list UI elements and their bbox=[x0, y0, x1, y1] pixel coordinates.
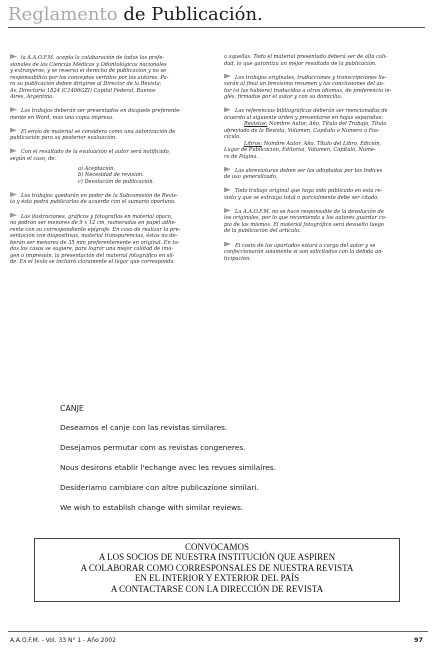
text-line: acuerdo al siguiente orden y presentarse en hojas separadas: bbox=[224, 114, 383, 121]
page-number: 97 bbox=[414, 636, 424, 644]
text-line: Con el resultado de la evaluación el autor será notificado, bbox=[21, 149, 171, 156]
bullet-arrow-icon bbox=[224, 107, 231, 112]
text-line: de la publicación del artículo. bbox=[224, 228, 301, 235]
footer-journal-info: A.A.O.F.M. - Vol. 33 N° 1 - Año 2002 bbox=[10, 637, 116, 644]
text-line: sentación con diapositivas, material transparencias, éstas no de- bbox=[10, 233, 178, 240]
text-line: mente en Word, más una copia impresa. bbox=[10, 114, 114, 121]
paragraph-devolucion bbox=[224, 208, 420, 235]
text-line: la A.A.O.F.M. acepta la colaboración de todos los profe- bbox=[21, 55, 165, 61]
text-line: Las abreviaturas deben ser las adoptadas por los Indices bbox=[235, 167, 383, 174]
evaluation-outcomes-list bbox=[78, 166, 206, 186]
text-line: confeccionarán solamente si son solicitados con la debida an- bbox=[224, 249, 384, 256]
text-line: Nombre Autor, Año, Título del Trabajo, Título bbox=[267, 121, 387, 128]
canje-title: CANJE bbox=[60, 404, 84, 413]
footer-rule bbox=[8, 631, 428, 632]
text-line: sionales de las Ciencias Médicas y Odontológicas nacionales bbox=[10, 61, 167, 68]
list-item: a) Aceptación. bbox=[78, 165, 115, 172]
text-line: tor (si las hubiere) traducidas a otros idiomas, de preferencia in- bbox=[224, 87, 392, 94]
paragraph-originales bbox=[224, 74, 420, 101]
title-part-publicacion: de Publicación. bbox=[117, 4, 263, 25]
bullet-arrow-icon bbox=[10, 128, 17, 133]
paragraph-ilustraciones bbox=[10, 213, 206, 266]
text-line: abreviado de la Revista, Volumen, Capítulo o Número o Fas- bbox=[224, 127, 380, 134]
text-line: dad, lo que garantiza un mejor resultado de la publicación. bbox=[224, 60, 377, 67]
list-item: c) Devolución de publicación. bbox=[78, 178, 155, 185]
canje-line-portuguese: Desejamos permutar com as revistas congeneres. bbox=[60, 443, 246, 452]
text-line: ticipación. bbox=[224, 255, 251, 262]
title-part-reglamento: Reglamento bbox=[8, 4, 118, 25]
text-line: y extranjeros, y se reserva el derecho de publicación y no se bbox=[10, 68, 167, 74]
convocamos-heading: CONVOCAMOS bbox=[184, 542, 249, 552]
canje-line-spanish: Deseamos el canje con las revistas similares. bbox=[60, 423, 228, 432]
text-line: responsabiliza por los conceptos vertidos por los autores. Pa- bbox=[10, 74, 169, 81]
text-line: ra su publicación deben dirigirse al Director de la Revista: bbox=[10, 81, 162, 87]
text-line: Nombre Autor, Año, Título del Libro, Edición, bbox=[262, 140, 382, 147]
paragraph-citado bbox=[224, 187, 420, 201]
text-line: gen o impresión, la presentación del material fotográfico en sli- bbox=[10, 252, 175, 259]
bullet-arrow-icon bbox=[10, 107, 17, 112]
revistas-label: Revistas: bbox=[244, 121, 268, 128]
text-line: Los trabajos deberán ser presentados en disquete preferente- bbox=[21, 108, 182, 115]
text-line: Los trabajos originales, traducciones y transcripciones lle- bbox=[235, 74, 387, 81]
bullet-arrow-icon bbox=[10, 148, 17, 153]
text-line: ro de Página. bbox=[224, 153, 259, 160]
text-line: vista y que se extraiga total o parcialmente debe ser citado. bbox=[224, 194, 379, 201]
text-line: Las ilustraciones, gráficos y fotografías en material opaco, bbox=[21, 213, 173, 220]
text-line: varán al final un brevísimo resumen y las conclusiones del au- bbox=[224, 81, 385, 88]
bullet-arrow-icon bbox=[10, 213, 17, 218]
bullet-arrow-icon bbox=[10, 192, 17, 197]
paragraph-apartados bbox=[224, 242, 420, 263]
reference-format-libros bbox=[224, 141, 420, 161]
left-column bbox=[10, 54, 206, 272]
convocamos-line: A CONTACTARSE CON LA DIRECCIÓN DE REVISTA bbox=[110, 583, 324, 594]
paragraph-calidad bbox=[224, 54, 420, 67]
text-line: los originales, por lo que recomienda a los autores guardar co- bbox=[224, 215, 387, 222]
convocamos-line: A LOS SOCIOS DE NUESTRA INSTITUCIÓN QUE ASPIREN bbox=[98, 552, 336, 563]
text-line: rente con su correspondiente epígrafe. En caso de realizar la pre- bbox=[10, 226, 181, 233]
convocamos-box bbox=[34, 538, 400, 602]
paragraph-subcomision bbox=[10, 192, 206, 206]
text-line: glés, firmados por el autor y con su domicilio. bbox=[224, 94, 343, 101]
text-line: no podrán ser menores de 9 x 12 cm, numeradas en papel adhe- bbox=[10, 220, 177, 227]
paragraph-envio bbox=[10, 128, 206, 142]
bullet-arrow-icon bbox=[224, 242, 231, 247]
text-line: según el caso, de: bbox=[10, 155, 57, 162]
reference-format-revistas bbox=[224, 121, 420, 141]
right-column bbox=[224, 54, 420, 269]
text-line: de uso generalizado. bbox=[224, 174, 278, 181]
text-line: Lugar de Publicación, Editorial, Volumen, Capítulo, Núme- bbox=[224, 147, 376, 154]
convocamos-line: EN EL INTERIOR Y EXTERIOR DEL PAÍS bbox=[134, 573, 300, 584]
bullet-arrow-icon bbox=[224, 167, 231, 172]
bullet-arrow-icon bbox=[224, 208, 231, 213]
text-line: de. En el texto se incluirá claramente el lugar que corresponda bbox=[10, 259, 174, 266]
paragraph-colaboracion bbox=[10, 54, 206, 101]
text-line: Todo trabajo original que haya sido publicado en esta re- bbox=[235, 188, 383, 195]
text-line: Los trabajos quedarán en poder de la Subcomisión de Revis- bbox=[21, 192, 178, 199]
convocamos-line: A COLABORAR COMO CORRESPONSALES DE NUESTRA REVISTA bbox=[80, 562, 354, 573]
bullet-arrow-icon bbox=[224, 74, 231, 79]
canje-line-french: Nous desirons etablir l'echange avec les revues similaires. bbox=[60, 463, 277, 472]
paragraph-disquete bbox=[10, 107, 206, 121]
text-line: cículo. bbox=[224, 134, 241, 141]
canje-line-english: We wish to establish change with similar reviews. bbox=[60, 503, 244, 512]
text-line: Aires, Argentina. bbox=[10, 94, 54, 100]
text-line: berán ser menores de 35 mm preferentemente en original. En to- bbox=[10, 239, 180, 246]
bullet-arrow-icon bbox=[10, 54, 17, 59]
page-title bbox=[8, 4, 263, 26]
paragraph-abreviaturas bbox=[224, 167, 420, 181]
text-line: Las referencias bibliográficas deberán ser mencionadas de bbox=[235, 108, 388, 115]
libros-label: Libros: bbox=[244, 140, 263, 147]
bullet-arrow-icon bbox=[224, 187, 231, 192]
text-line: ta y ésta podrá publicarlos de acuerdo con el sumario oportuno. bbox=[10, 199, 176, 206]
text-line: publicación para su posterior evaluación. bbox=[10, 135, 117, 142]
list-item: b) Necesidad de revisión. bbox=[78, 172, 144, 179]
text-line: El envío de material se considera como una autorización de bbox=[21, 128, 176, 135]
text-line: La A.A.O.F.M. no se hace responsable de la devolución de bbox=[235, 208, 384, 215]
text-line: dos los casos se sugiere, para lograr una mejor calidad de ima- bbox=[10, 246, 174, 253]
text-line: Av. Directorio 1824 (C1406GZI) Capital Federal, Buenos bbox=[10, 87, 156, 94]
text-line: El costo de los apartados estará a cargo del autor y se bbox=[235, 242, 376, 249]
canje-line-italian: Desideriamo cambiare con altre publicazione similari. bbox=[60, 483, 259, 492]
title-rule bbox=[8, 27, 425, 28]
paragraph-referencias bbox=[224, 107, 420, 121]
text-line: pia de los mismos. El material fotográfico será devuelto luego bbox=[224, 221, 384, 228]
paragraph-evaluacion bbox=[10, 148, 206, 162]
text-line: a aquellas. Todo el material presentado deberá ser de alta cali- bbox=[224, 54, 388, 60]
